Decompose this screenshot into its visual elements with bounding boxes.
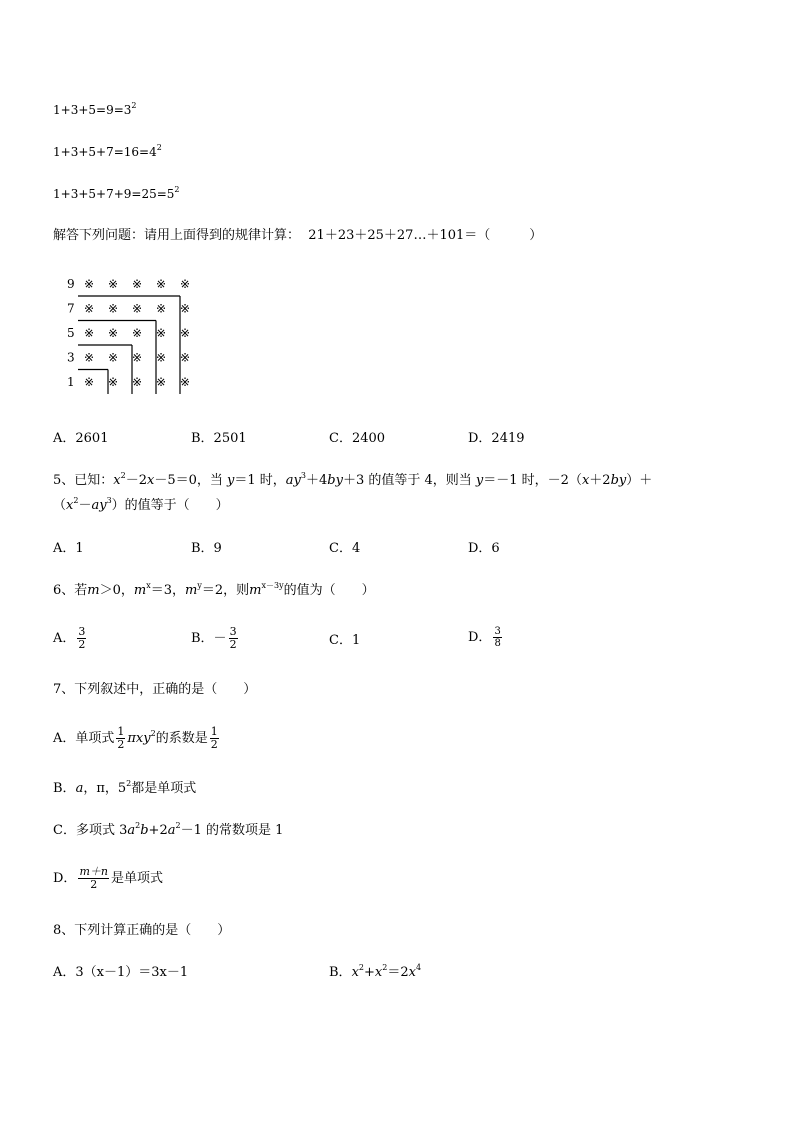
- grid-cell-symbol: ※: [156, 301, 167, 316]
- equation-2: $1+3+5+7=16=4^2$: [53, 143, 162, 159]
- grid-cell-symbol: ※: [132, 350, 143, 365]
- q6-option-b[interactable]: B．－ $\frac{3}{2}$: [191, 625, 237, 651]
- q6-option-d[interactable]: D． $\frac{3}{8}$: [468, 626, 501, 649]
- grid-cell-symbol: ※: [132, 326, 143, 340]
- q7-option-d[interactable]: D． $\frac{m+n}{2}$ 是单项式: [53, 865, 163, 891]
- grid-cell-symbol: ※: [132, 375, 143, 389]
- grid-cell-symbol: ※: [84, 326, 95, 340]
- grid-row-label: 5: [67, 326, 75, 340]
- grid-cell-symbol: ※: [84, 277, 95, 291]
- grid-cell-symbol: ※: [132, 301, 143, 316]
- grid-cell-symbol: ※: [156, 326, 167, 340]
- grid-cell-symbol: ※: [132, 277, 143, 291]
- q6-option-a[interactable]: A． $\frac{3}{2}$: [53, 625, 86, 651]
- q5-option-c[interactable]: C．4: [329, 541, 361, 556]
- question-6: 6、若m＞0，$m^x=3$，$m^y=2$，则$m^{x-3y}$的值为（ ）: [53, 581, 375, 598]
- grid-cell-symbol: ※: [180, 375, 191, 389]
- grid-cell-symbol: ※: [156, 375, 167, 389]
- grid-cell-symbol: ※: [180, 350, 191, 365]
- grid-cell-symbol: ※: [156, 277, 167, 291]
- grid-cell-symbol: ※: [108, 301, 119, 316]
- q5-option-d[interactable]: D．6: [468, 541, 500, 556]
- question-8: 8、下列计算正确的是（ ）: [53, 923, 231, 938]
- grid-row-label: 7: [67, 301, 75, 316]
- q4-option-c[interactable]: C．2400: [329, 431, 386, 446]
- grid-cell-symbol: ※: [108, 350, 119, 365]
- grid-cell-symbol: ※: [108, 375, 119, 389]
- question-4-prompt: 解答下列问题：请用上面得到的规律计算： 21＋23＋25＋27…＋101＝（ ）: [53, 228, 543, 243]
- grid-cell-symbol: ※: [156, 350, 167, 365]
- q4-option-b[interactable]: B．2501: [191, 431, 247, 446]
- q5-option-b[interactable]: B．9: [191, 541, 222, 556]
- q7-option-a[interactable]: A．单项式 $\frac{1}{2}$ πxy$^2$的系数是 $\frac{1}{2}$: [53, 725, 218, 751]
- grid-cell-symbol: ※: [84, 301, 95, 316]
- q7-option-c[interactable]: C．多项式 $3a^2b+2a^2-1$ 的常数项是 1: [53, 821, 284, 838]
- q8-option-a[interactable]: A．3（x－1）＝3x－1: [53, 965, 189, 980]
- question-5-line-1: 5、已知：$x^2-2x-5=0$，当 y＝1 时，$ay^3+4by+3$ 的值等于 4，则当 y＝－1 时，－2（x＋2by）＋: [53, 471, 653, 488]
- grid-cell-symbol: ※: [84, 375, 95, 389]
- odd-number-grid-figure: [62, 272, 212, 402]
- grid-cell-symbol: ※: [180, 277, 191, 291]
- equation-1: $1+3+5=9=3^2$: [53, 101, 137, 117]
- grid-cell-symbol: ※: [180, 301, 191, 316]
- grid-row-label: 1: [67, 375, 75, 389]
- q6-option-c[interactable]: C．1: [329, 633, 361, 648]
- grid-row-label: 9: [67, 277, 75, 291]
- q5-option-a[interactable]: A．1: [53, 541, 84, 556]
- grid-cell-symbol: ※: [108, 277, 119, 291]
- q7-option-b[interactable]: B．a，π，$5^2$都是单项式: [53, 779, 197, 796]
- q4-option-a[interactable]: A．2601: [53, 431, 109, 446]
- grid-cell-symbol: ※: [84, 350, 95, 365]
- q4-option-d[interactable]: D．2419: [468, 431, 525, 446]
- q8-option-b[interactable]: B．$x^2+x^2=2x^4$: [329, 963, 422, 980]
- equation-3: $1+3+5+7+9=25=5^2$: [53, 185, 180, 201]
- grid-cell-symbol: ※: [108, 326, 119, 340]
- grid-row-label: 3: [67, 350, 75, 365]
- question-5-line-2: $(x^2-ay^3)$的值等于（ ）: [53, 496, 229, 513]
- question-7: 7、下列叙述中，正确的是（ ）: [53, 682, 257, 697]
- grid-cell-symbol: ※: [180, 326, 191, 340]
